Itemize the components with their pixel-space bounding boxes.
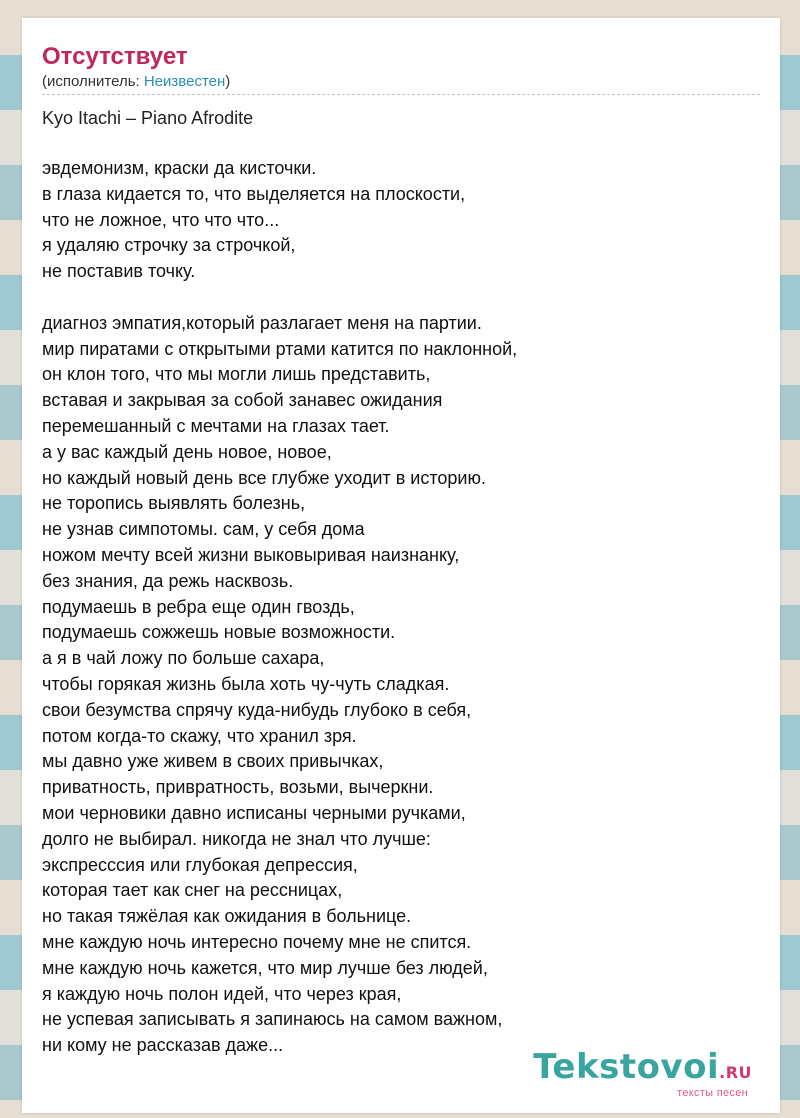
lyric-line: приватность, привратность, возьми, вычеркни.: [42, 777, 434, 798]
lyric-line: я удаляю строчку за строчкой,: [42, 235, 296, 256]
lyric-line: мир пиратами с открытыми ртами катится по наклонной,: [42, 338, 518, 359]
lyric-line: потом когда-то скажу, что хранил зря.: [42, 725, 357, 746]
watermark-domain: .RU: [719, 1063, 752, 1082]
artist-prefix: (исполнитель:: [42, 73, 144, 90]
lyric-line: свои безумства спрячу куда-нибудь глубоко в себя,: [42, 699, 472, 720]
lyric-line: долго не выбирал. никогда не знал что лучше:: [42, 828, 431, 849]
lyric-line: ножом мечту всей жизни выковыривая наизнанку,: [42, 544, 460, 565]
lyric-line: но каждый новый день все глубже уходит в историю.: [42, 467, 486, 488]
lyric-line: он клон того, что мы могли лишь представить,: [42, 364, 431, 385]
lyric-line: которая тает как снег на рессницах,: [42, 880, 343, 901]
lyric-line: не поставив точку.: [42, 261, 196, 282]
lyric-line: подумаешь сожжешь новые возможности.: [42, 622, 396, 643]
song-source: Kyo Itachi – Piano Afrodite: [42, 108, 254, 128]
artist-line: [42, 72, 760, 95]
lyric-line: а я в чай ложу по больше сахара,: [42, 648, 325, 669]
site-watermark: [533, 1049, 752, 1099]
watermark-logo: [533, 1049, 752, 1091]
lyric-line: мои черновики давно исписаны черными ручками,: [42, 802, 466, 823]
lyric-line: в глаза кидается то, что выделяется на плоскости,: [42, 183, 466, 204]
lyric-line: экспресссия или глубокая депрессия,: [42, 854, 358, 875]
lyric-line: но такая тяжёлая как ожидания в больнице.: [42, 906, 412, 927]
lyrics-page: [22, 18, 780, 1113]
lyric-line: перемешанный с мечтами на глазах тает.: [42, 415, 390, 436]
lyric-line: я каждую ночь полон идей, что через края,: [42, 983, 402, 1004]
lyric-line: что не ложное, что что что...: [42, 209, 280, 230]
watermark-main-text: Tekstovoi: [533, 1047, 720, 1087]
lyric-line: эвдемонизм, краски да кисточки.: [42, 158, 317, 178]
song-title: Отсутствует: [42, 43, 188, 70]
lyric-line: не торопись выявлять болезнь,: [42, 493, 306, 514]
lyric-line: чтобы горякая жизнь была хоть чу-чуть сладкая.: [42, 673, 450, 694]
lyrics-body: [42, 156, 760, 1059]
stanza: [42, 311, 760, 1059]
lyric-line: подумаешь в ребра еще один гвоздь,: [42, 596, 355, 617]
lyric-line: мне каждую ночь кажется, что мир лучше без людей,: [42, 957, 488, 978]
lyric-line: без знания, да режь насквозь.: [42, 570, 294, 591]
lyric-line: мы давно уже живем в своих привычках,: [42, 751, 384, 772]
watermark-subtitle: тексты песен: [677, 1087, 748, 1099]
artist-suffix: ): [225, 73, 231, 90]
lyric-line: диагноз эмпатия,который разлагает меня на партии.: [42, 312, 482, 333]
stanza: [42, 156, 760, 285]
lyric-line: мне каждую ночь интересно почему мне не спится.: [42, 931, 472, 952]
lyric-line: не узнав симпотомы. сам, у себя дома: [42, 519, 365, 540]
lyric-line: не успевая записывать я запинаюсь на самом важном,: [42, 1009, 503, 1030]
artist-link[interactable]: Неизвестен: [143, 73, 226, 90]
lyric-line: ни кому не рассказав даже...: [42, 1035, 284, 1056]
lyric-line: вставая и закрывая за собой занавес ожидания: [42, 390, 443, 411]
lyric-line: а у вас каждый день новое, новое,: [42, 441, 332, 462]
